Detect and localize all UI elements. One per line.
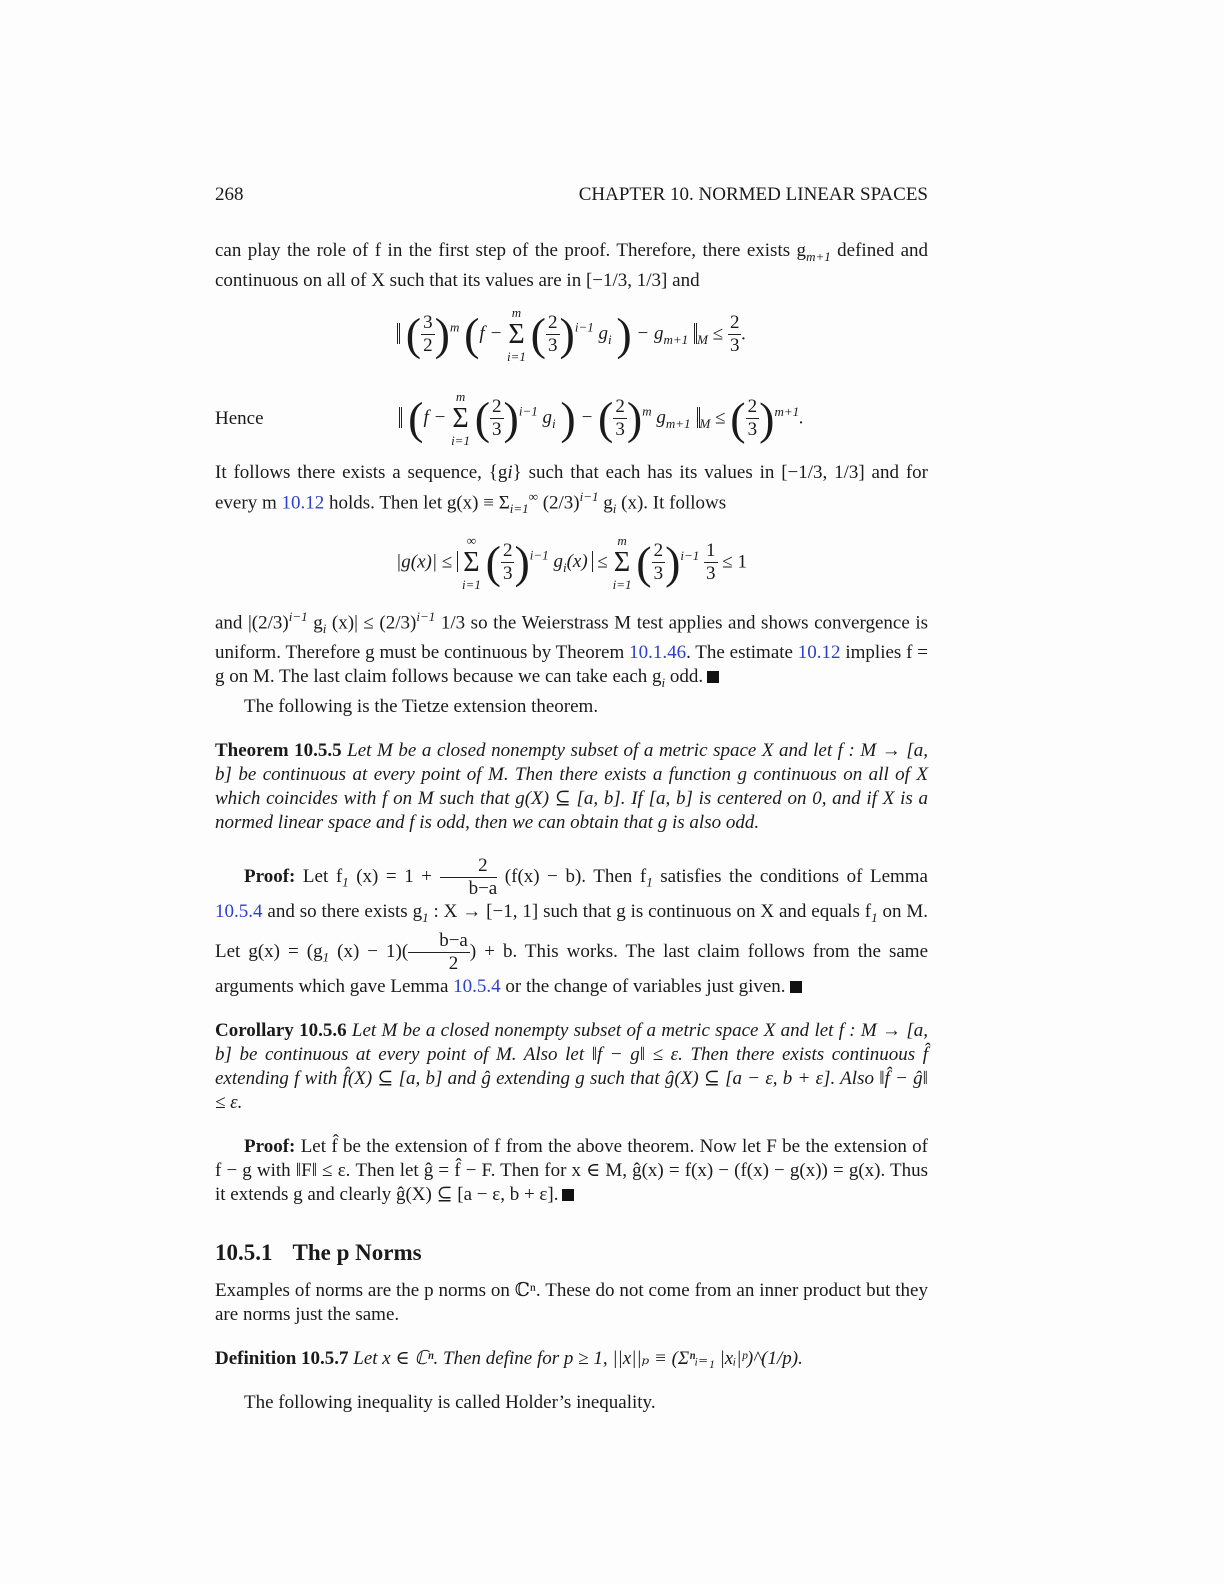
proof-1: Proof: Let $f_1$ (x) = 1 + $\frac{2}{b-a}$ (f(x) − b). Then $f_1$ satisfies the conditions of Lemma 10.5.4 and so there exists $g_1$ : X → [−1, 1] such that g is continuous on X and equals $f_1$ on M. Let $g(x) = (g_1$ (x) − 1)( $\frac{b-a}{2}$ ) + b. This works. The last claim follows from the same arguments which gave Lemma 10.5.4 or the change of variables just given. bbox=[215, 854, 929, 997]
paragraph-1: can play the role of f in the first step of the proof. Therefore, there exists $g_{m+1}$ defined and continuous on all of X such that its values are in [−1/3, 1/3] and bbox=[215, 240, 928, 291]
ref-10-1-46[interactable]: 10.1.46 bbox=[629, 642, 687, 664]
equation-2-row bbox=[215, 377, 928, 461]
ref-10-12[interactable]: 10.12 bbox=[281, 492, 325, 514]
paragraph-2: It follows there exists a sequence, {gi} such that each has its values in [−1/3, 1/3] and for every m 10.12 holds. Then let $g(x) \equiv \Sigma_{i=1}^\infty$ $(2/3)^{i-1}$ $g_i$ (x). It follows bbox=[215, 461, 928, 516]
paragraph-5: Examples of norms are the p norms on ℂⁿ. These do not come from an inner product but they are norms just the same. bbox=[215, 1279, 928, 1325]
paragraph-6: The following inequality is called Holder’s inequality. bbox=[244, 1391, 656, 1413]
qed-icon bbox=[707, 671, 719, 683]
ref-10-5-4-b[interactable]: 10.5.4 bbox=[453, 975, 501, 997]
definition-10-5-7: Definition 10.5.7 Let x ∈ ℂⁿ. Then define for p ≥ 1, ||x||ₚ ≡ (Σⁿᵢ₌₁ |xᵢ|ᵖ)^(1/p). bbox=[215, 1347, 803, 1369]
qed-icon bbox=[790, 981, 802, 993]
chapter-title: CHAPTER 10. NORMED LINEAR SPACES bbox=[578, 184, 928, 205]
corollary-10-5-6: Corollary 10.5.6 Let M be a closed nonempty subset of a metric space X and let f : M → [a, b] be continuous at every point of M. Also let ‖f − g‖ ≤ ε. Then there exists continuous f̂ extending f with f̂(X) ⊆ [a, b] and ĝ extending g such that ĝ(X) ⊆ [a − ε, b + ε]. Also ‖f̂ − ĝ‖ ≤ ε. bbox=[215, 1019, 929, 1113]
page-number: 268 bbox=[215, 184, 244, 205]
proof-2: Proof: Let f̂ be the extension of f from the above theorem. Now let F be the extension of f − g with ‖F‖ ≤ ε. Then let ĝ = f̂ − F. Then for x ∈ M, ĝ(x) = f(x) − (f(x) − g(x)) = g(x). Thus it extends g and clearly ĝ(X) ⊆ [a − ε, b + ε]. bbox=[215, 1135, 928, 1205]
qed-icon bbox=[562, 1189, 574, 1201]
hence-label: Hence bbox=[215, 407, 264, 429]
section-heading: 10.5.1 The p Norms bbox=[215, 1239, 422, 1265]
running-header bbox=[215, 183, 928, 207]
paragraph-3: and $|(2/3)^{i-1}$ $g_i$ $(x)| \le (2/3)^{i-1}$ 1/3 so the Weierstrass M test applies and shows convergence is uniform. Therefore g must be continuous by Theorem 10.1.46. The estimate 10.12 implies f = g on M. The last claim follows because we can take each $g_i$ odd. bbox=[215, 608, 929, 690]
equation-3: |g(x)| ≤ ∞ Σ i=1 ( $\frac{2}{3}$ )$^{i-1}$ $g_i(x)$ ≤ m Σ i=1 ( $\frac{2}{3}$ )$^{i-1}$ $\frac{1}{3}$ ≤ 1 bbox=[396, 532, 747, 592]
ref-10-5-4[interactable]: 10.5.4 bbox=[215, 900, 263, 922]
theorem-10-5-5: Theorem 10.5.5 Let M be a closed nonempty subset of a metric space X and let f : M → [a, b] be continuous at every point of M. Then there exists a function g continuous on all of X which coincides with f on M such that g(X) ⊆ [a, b]. If [a, b] is centered on 0, and if X is a normed linear space and f is odd, then we can obtain that g is also odd. bbox=[215, 739, 929, 833]
paragraph-4: The following is the Tietze extension theorem. bbox=[244, 695, 599, 717]
ref-10-12-b[interactable]: 10.12 bbox=[797, 642, 841, 664]
equation-1: ( $\frac{3}{2}$ )$^m$ (f − m Σ i=1 ( $\frac{2}{3}$ )$^{i-1}$ $g_i$ ) − $g_{m+1}$ $_M$ ≤ $\frac{2}{3}$ . bbox=[215, 305, 928, 365]
page bbox=[215, 183, 928, 1415]
equation-2: (f − m Σ i=1 ( $\frac{2}{3}$ )$^{i-1}$ $g_i$ ) − ( $\frac{2}{3}$ )$^m$ $g_{m+1}$ $_M$ ≤ ( $\frac{2}{3}$ )$^{m+1}$. bbox=[275, 389, 928, 449]
